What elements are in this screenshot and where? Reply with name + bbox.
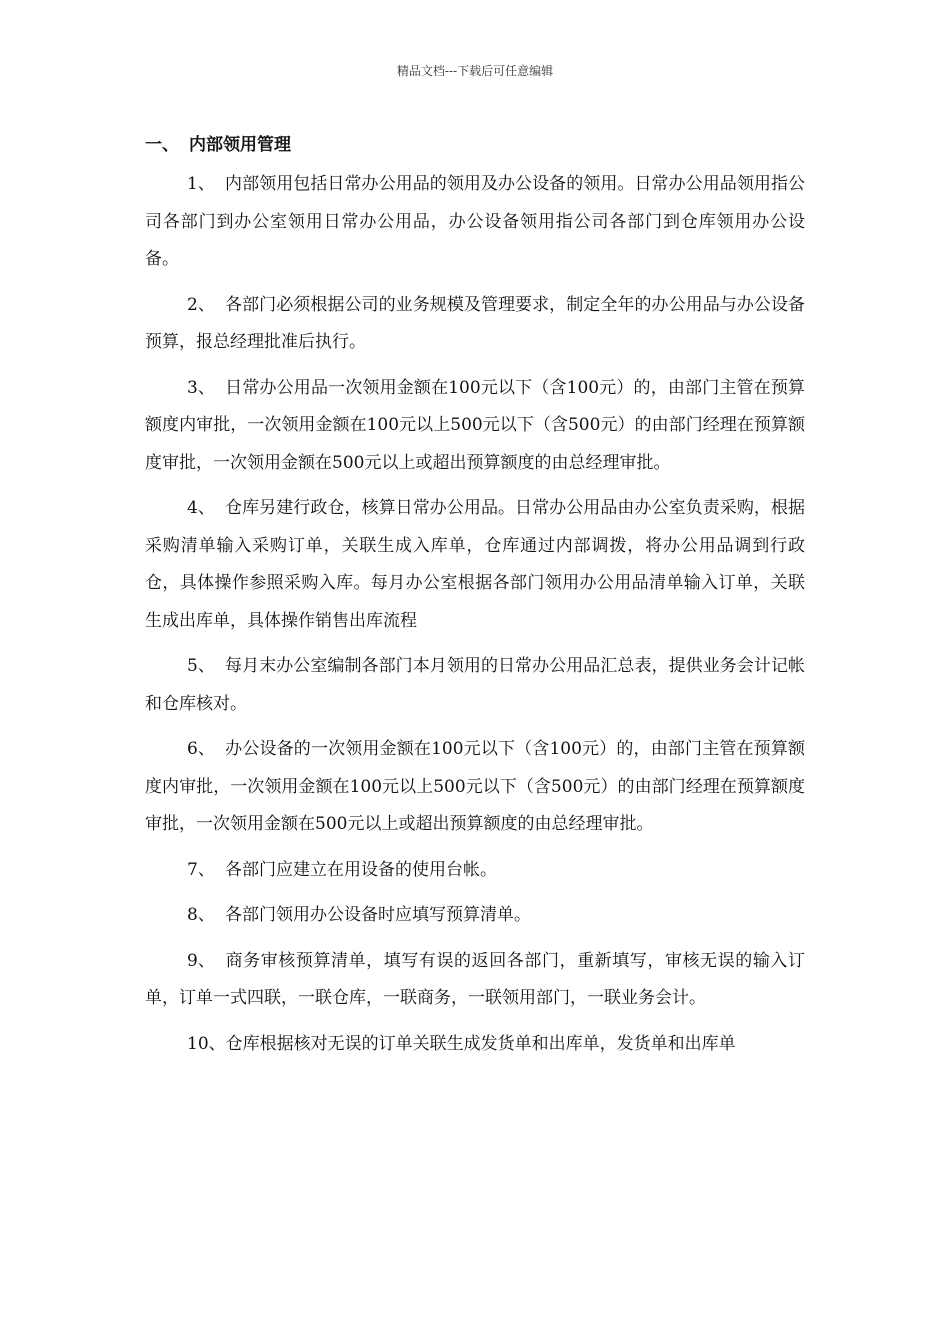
paragraph-text: 各部门领用办公设备时应填写预算清单。: [225, 905, 531, 925]
paragraph-number: 1、: [187, 174, 215, 194]
paragraph-6: [145, 731, 805, 844]
section-title: 内部领用管理: [189, 135, 291, 155]
paragraph-8: [145, 897, 805, 935]
section-heading: [145, 130, 805, 160]
page-header: 精品文档---下载后可任意编辑: [396, 64, 554, 78]
paragraph-number: 7、: [187, 859, 215, 880]
paragraph-number: 2、: [187, 294, 215, 315]
paragraph-number: 8、: [187, 905, 215, 925]
paragraph-number: 4、: [187, 498, 215, 518]
paragraph-3: [145, 370, 805, 483]
paragraph-text: 内部领用包括日常办公用品的领用及办公设备的领用。日常办公用品领用指公司各部门到办公室领用日常办公用品，办公设备领用指公司各部门到仓库领用办公设备。: [145, 174, 805, 269]
paragraph-text: 仓库另建行政仓，核算日常办公用品。日常办公用品由办公室负责采购，根据采购清单输入采购订单，关联生成入库单，仓库通过内部调拨，将办公用品调到行政仓，具体操作参照采购入库。每月办公室根据各部门领用办公用品清单输入订单，关联生成出库单，具体操作销售出库流程: [145, 498, 805, 631]
paragraph-text: 办公设备的一次领用金额在100元以下（含100元）的，由部门主管在预算额度内审批，一次领用金额在100元以上500元以下（含500元）的由部门经理在预算额度审批，一次领用金额在500元以上或超出预算额度的由总经理审批。: [145, 739, 805, 834]
paragraph-text: 日常办公用品一次领用金额在100元以下（含100元）的，由部门主管在预算额度内审批，一次领用金额在100元以上500元以下（含500元）的由部门经理在预算额度审批，一次领用金额在500元以上或超出预算额度的由总经理审批。: [145, 377, 805, 473]
paragraph-number: 5、: [187, 656, 215, 676]
paragraph-text: 各部门必须根据公司的业务规模及管理要求，制定全年的办公用品与办公设备预算，报总经理批准后执行。: [145, 294, 805, 352]
paragraph-text: 各部门应建立在用设备的使用台帐。: [225, 859, 497, 880]
paragraph-text: 商务审核预算清单，填写有误的返回各部门，重新填写，审核无误的输入订单，订单一式四联，一联仓库，一联商务，一联领用部门，一联业务会计。: [145, 950, 805, 1008]
paragraph-4: [145, 490, 805, 640]
paragraph-text: 每月末办公室编制各部门本月领用的日常办公用品汇总表，提供业务会计记帐和仓库核对。: [145, 656, 805, 714]
paragraph-number: 9、: [187, 950, 215, 971]
paragraph-number: 3、: [187, 377, 215, 398]
paragraph-number: 10、: [187, 1033, 226, 1054]
paragraph-9: [145, 943, 805, 1018]
paragraph-number: 6、: [187, 739, 215, 759]
section-number: 一、: [145, 135, 179, 155]
paragraph-2: [145, 287, 805, 362]
paragraph-1: [145, 166, 805, 279]
document-body: [145, 130, 805, 1071]
paragraph-5: [145, 648, 805, 723]
paragraph-7: [145, 852, 805, 890]
paragraph-text: 仓库根据核对无误的订单关联生成发货单和出库单，发货单和出库单: [225, 1033, 736, 1054]
paragraph-10: [145, 1026, 805, 1064]
